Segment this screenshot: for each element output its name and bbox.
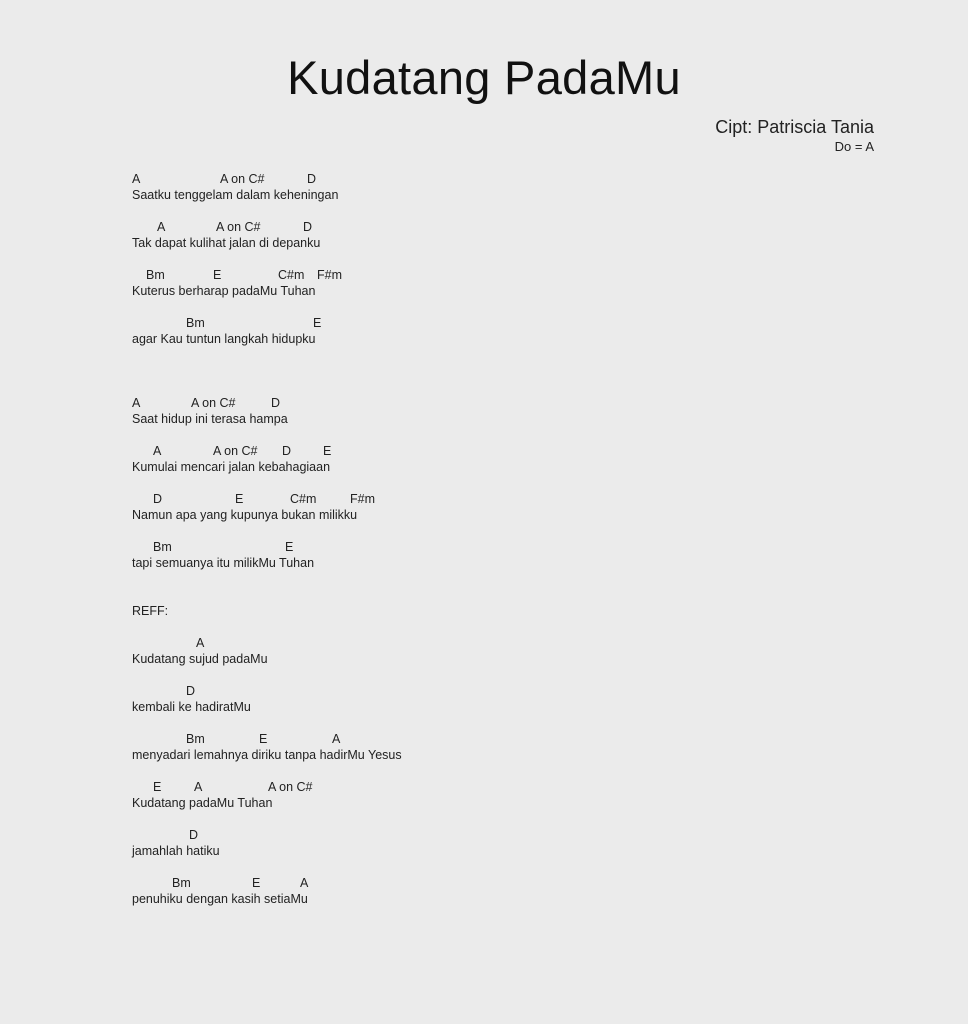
lyric-line: Saatku tenggelam dalam keheningan [132, 188, 339, 202]
chord: A [332, 732, 341, 746]
chord: A [153, 444, 162, 458]
lyric-line: menyadari lemahnya diriku tanpa hadirMu Yesus [132, 748, 402, 762]
lyric-line: Kuterus berharap padaMu Tuhan [132, 284, 316, 298]
chord: E [323, 444, 332, 458]
song-key: Do = A [834, 139, 874, 154]
chord: A on C# [268, 780, 313, 794]
chord: F#m [350, 492, 375, 506]
chord: D [189, 828, 199, 842]
chord: D [282, 444, 292, 458]
chord: F#m [317, 268, 342, 282]
chord: E [213, 268, 222, 282]
reff-label: REFF: [132, 604, 169, 618]
chord: E [252, 876, 261, 890]
chord: A [157, 220, 166, 234]
lyric-line: jamahlah hatiku [132, 844, 220, 858]
chord: A on C# [213, 444, 258, 458]
lyric-line: Saat hidup ini terasa hampa [132, 412, 288, 426]
chord: D [153, 492, 163, 506]
chord: E [153, 780, 162, 794]
chord: A [132, 172, 141, 186]
lyric-line: Kudatang padaMu Tuhan [132, 796, 273, 810]
lyric-line: agar Kau tuntun langkah hidupku [132, 332, 316, 346]
chord: D [271, 396, 281, 410]
chord: A [300, 876, 309, 890]
chord: C#m [278, 268, 305, 282]
chord: Bm [172, 876, 191, 890]
lyric-line: Kudatang sujud padaMu [132, 652, 268, 666]
chord: D [307, 172, 317, 186]
lyric-line: tapi semuanya itu milikMu Tuhan [132, 556, 315, 570]
chord: A [132, 396, 141, 410]
chord: Bm [186, 316, 205, 330]
chord: E [235, 492, 244, 506]
chord: Bm [146, 268, 165, 282]
chord: C#m [290, 492, 317, 506]
lyric-line: Tak dapat kulihat jalan di depanku [132, 236, 321, 250]
chord: E [285, 540, 294, 554]
chord: A on C# [191, 396, 236, 410]
lyric-line: Namun apa yang kupunya bukan milikku [132, 508, 358, 522]
chord: A [194, 780, 203, 794]
song-title: Kudatang PadaMu [287, 51, 681, 104]
composer-credit: Cipt: Patriscia Tania [715, 117, 874, 137]
chord: A [196, 636, 205, 650]
chord: E [259, 732, 268, 746]
lyric-line: Kumulai mencari jalan kebahagiaan [132, 460, 331, 474]
chord: E [313, 316, 322, 330]
chord: A on C# [220, 172, 265, 186]
chord: D [303, 220, 313, 234]
lyric-line: kembali ke hadiratMu [132, 700, 251, 714]
chord: Bm [186, 732, 205, 746]
chord: A on C# [216, 220, 261, 234]
chord: D [186, 684, 196, 698]
chord: Bm [153, 540, 172, 554]
lyric-line: penuhiku dengan kasih setiaMu [132, 892, 308, 906]
